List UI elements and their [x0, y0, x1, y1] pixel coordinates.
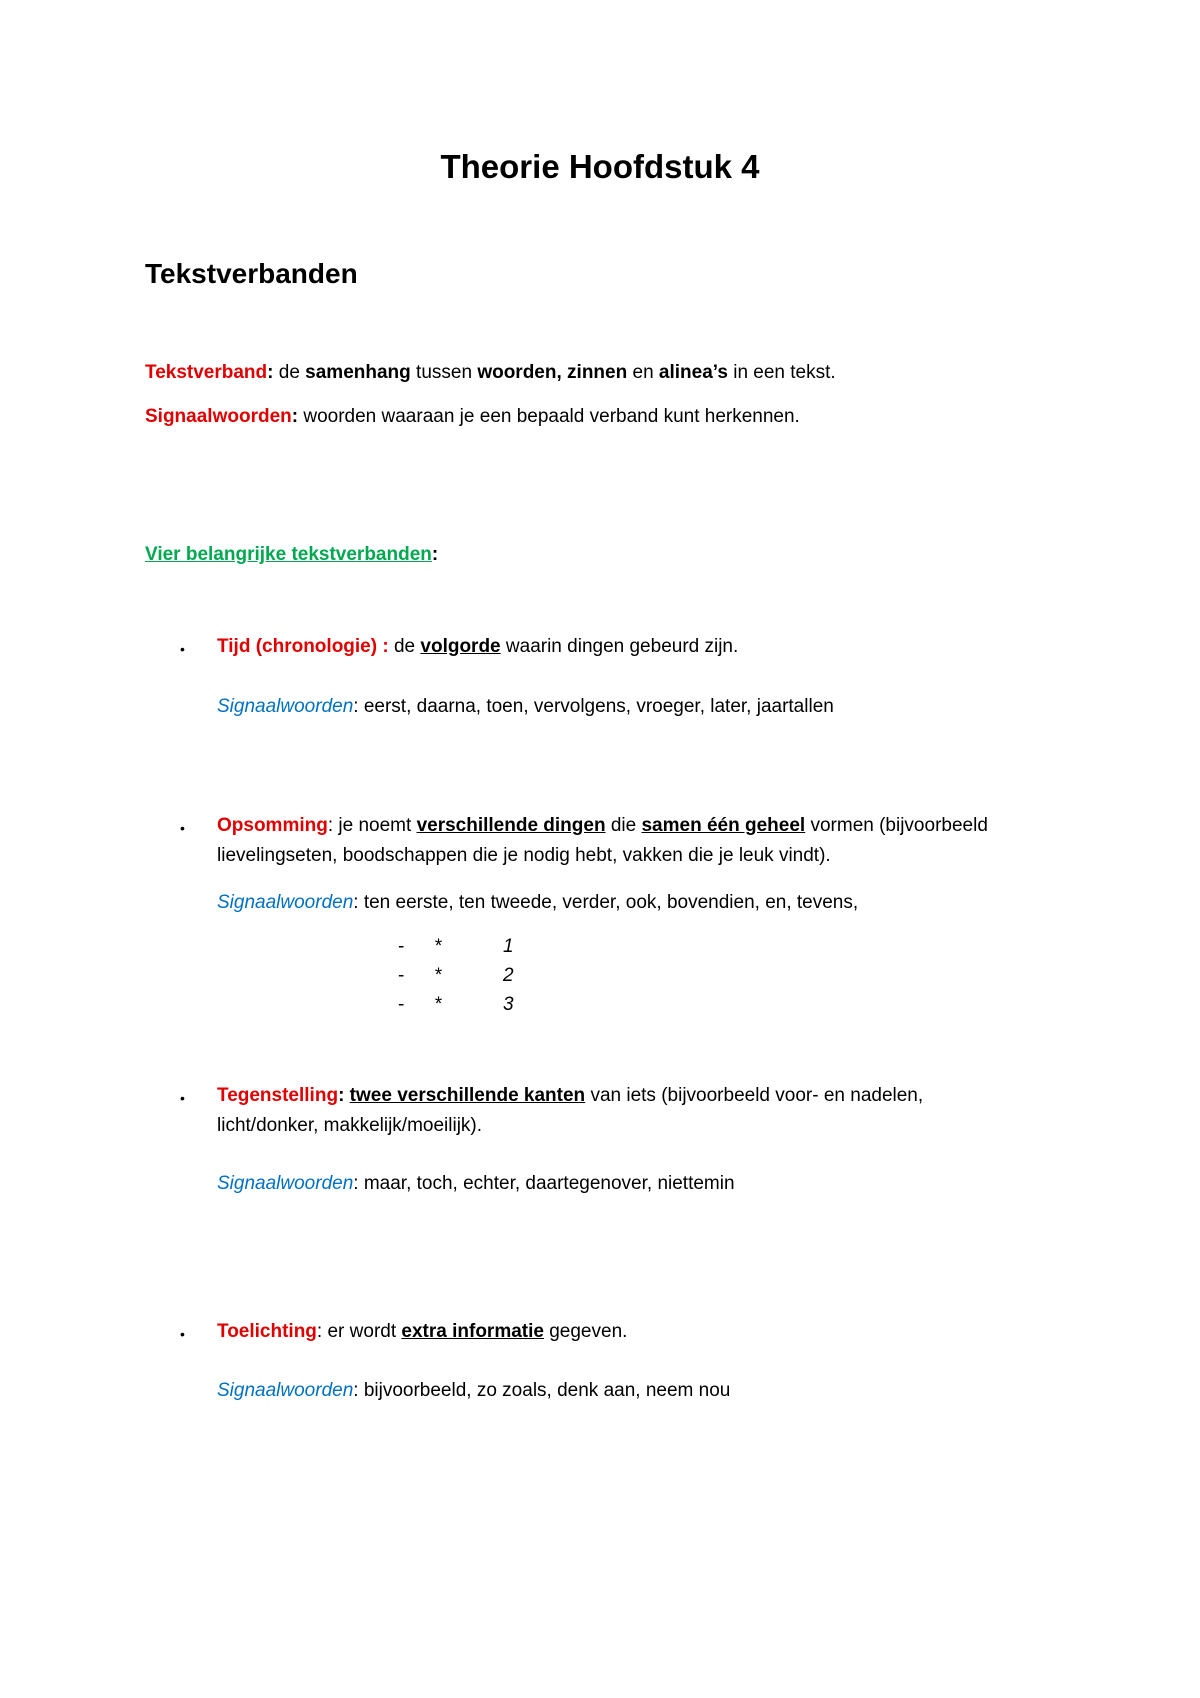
list-star: * — [434, 936, 442, 957]
text: : je noemt — [327, 815, 417, 836]
text: tussen — [410, 362, 478, 383]
list-dash: - — [398, 994, 405, 1015]
item-opsomming — [217, 815, 988, 837]
text: gegeven. — [543, 1321, 628, 1342]
key-phrase: volgorde — [420, 636, 501, 657]
bullet-icon: • — [180, 641, 185, 657]
signal-words: : eerst, daarna, toen, vervolgens, vroeger, later, jaartallen — [353, 696, 834, 717]
list-dash: - — [398, 965, 405, 986]
item-toelichting — [217, 1321, 627, 1343]
list-number: 1 — [503, 936, 514, 957]
signal-words: : maar, toch, echter, daartegenover, niettemin — [353, 1173, 735, 1194]
signal-tijd — [217, 696, 834, 718]
key-phrase: samen één geheel — [641, 815, 806, 836]
list-number: 2 — [503, 965, 514, 986]
vier-heading — [145, 544, 438, 566]
bold-word: woorden — [477, 362, 557, 383]
term-tegenstelling: Tegenstelling — [217, 1085, 339, 1106]
text: woorden waaraan je een bepaald verband kunt herkennen. — [298, 406, 800, 427]
text: van iets (bijvoorbeeld voor- en nadelen, — [585, 1085, 924, 1106]
text: , — [556, 362, 568, 383]
list-number: 3 — [503, 994, 514, 1015]
item-opsomming-line2: lievelingseten, boodschappen die je nodig hebt, vakken die je leuk vindt). — [217, 845, 831, 866]
signal-toelichting — [217, 1380, 730, 1402]
text: : er wordt — [316, 1321, 402, 1342]
colon: : — [291, 406, 299, 427]
text: de — [273, 362, 306, 383]
page-title: Theorie Hoofdstuk 4 — [440, 148, 760, 185]
term-tijd: Tijd (chronologie) : — [217, 636, 389, 657]
text: en — [627, 362, 659, 383]
section-heading: Tekstverbanden — [145, 258, 358, 289]
colon: : — [267, 362, 274, 383]
term-signaalwoorden: Signaalwoorden — [145, 406, 292, 427]
vier-label: Vier belangrijke tekstverbanden — [145, 544, 432, 565]
definition-tekstverband — [145, 362, 836, 384]
item-tijd — [217, 636, 738, 658]
signal-words: : bijvoorbeeld, zo zoals, denk aan, neem nou — [353, 1380, 731, 1401]
signal-label: Signaalwoorden — [217, 892, 354, 913]
bullet-icon: • — [180, 820, 185, 836]
signal-tegenstelling — [217, 1173, 735, 1195]
bold-word: samenhang — [305, 362, 411, 383]
key-phrase: verschillende dingen — [416, 815, 606, 836]
list-star: * — [434, 994, 442, 1015]
text: : — [338, 1085, 350, 1106]
term-tekstverband: Tekstverband — [145, 362, 268, 383]
bold-word: alinea’s — [658, 362, 728, 383]
text: in een tekst. — [727, 362, 836, 383]
bullet-icon: • — [180, 1090, 185, 1106]
term-opsomming: Opsomming — [217, 815, 328, 836]
text: die — [605, 815, 642, 836]
list-star: * — [434, 965, 442, 986]
signal-label: Signaalwoorden — [217, 696, 354, 717]
item-tegenstelling — [217, 1085, 923, 1107]
signal-label: Signaalwoorden — [217, 1173, 354, 1194]
bold-word: zinnen — [567, 362, 628, 383]
term-toelichting: Toelichting — [217, 1321, 317, 1342]
item-tegenstelling-line2: licht/donker, makkelijk/moeilijk). — [217, 1115, 483, 1136]
list-dash: - — [398, 936, 405, 957]
key-phrase: extra informatie — [401, 1321, 544, 1342]
bullet-icon: • — [180, 1326, 185, 1342]
signal-label: Signaalwoorden — [217, 1380, 354, 1401]
text: de — [388, 636, 421, 657]
signal-opsomming — [217, 892, 858, 914]
key-phrase: twee verschillende kanten — [349, 1085, 586, 1106]
text: vormen (bijvoorbeeld — [805, 815, 988, 836]
signal-words: : ten eerste, ten tweede, verder, ook, bovendien, en, tevens, — [353, 892, 859, 913]
definition-signaalwoorden — [145, 406, 800, 428]
text: waarin dingen gebeurd zijn. — [500, 636, 739, 657]
colon: : — [431, 544, 439, 565]
